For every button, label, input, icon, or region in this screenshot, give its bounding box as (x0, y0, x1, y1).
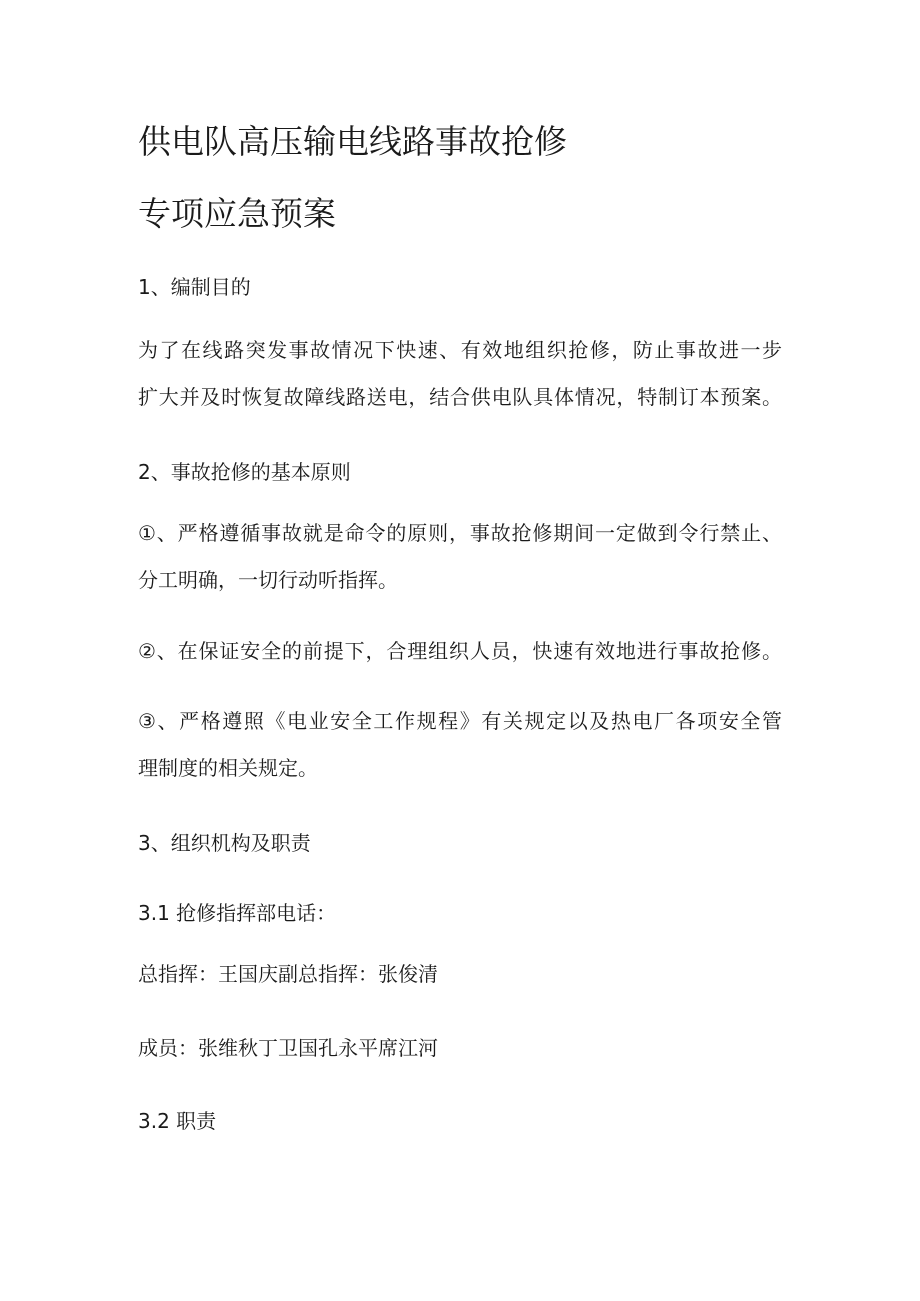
principle-1-line-2: 分工明确，一切行动听指挥。 (138, 568, 398, 592)
principle-2: ②、在保证安全的前提下，合理组织人员，快速有效地进行事故抢修。 (138, 639, 782, 663)
section-1-paragraph-line-2: 扩大并及时恢复故障线路送电，结合供电队具体情况，特制订本预案。 (138, 385, 782, 409)
section-1-heading: 1、编制目的 (138, 275, 251, 299)
principle-1-line-1: ①、严格遵循事故就是命令的原则，事故抢修期间一定做到令行禁止、 (138, 521, 782, 545)
section-1-paragraph-line-1: 为了在线路突发事故情况下快速、有效地组织抢修，防止事故进一步 (138, 338, 782, 362)
document-title-line-2: 专项应急预案 (138, 194, 336, 233)
section-3-heading: 3、组织机构及职责 (138, 831, 311, 855)
section-3-1-heading: 3.1 抢修指挥部电话： (138, 901, 337, 925)
member-list: 成员：张维秋丁卫国孔永平席江河 (138, 1036, 438, 1060)
principle-3-line-1: ③、严格遵照《电业安全工作规程》有关规定以及热电厂各项安全管 (138, 709, 782, 733)
section-2-heading: 2、事故抢修的基本原则 (138, 460, 351, 484)
document-title-line-1: 供电队高压输电线路事故抢修 (138, 122, 567, 161)
section-3-2-heading: 3.2 职责 (138, 1109, 217, 1133)
command-staff: 总指挥：王国庆副总指挥：张俊清 (138, 962, 438, 986)
principle-3-line-2: 理制度的相关规定。 (138, 756, 318, 780)
